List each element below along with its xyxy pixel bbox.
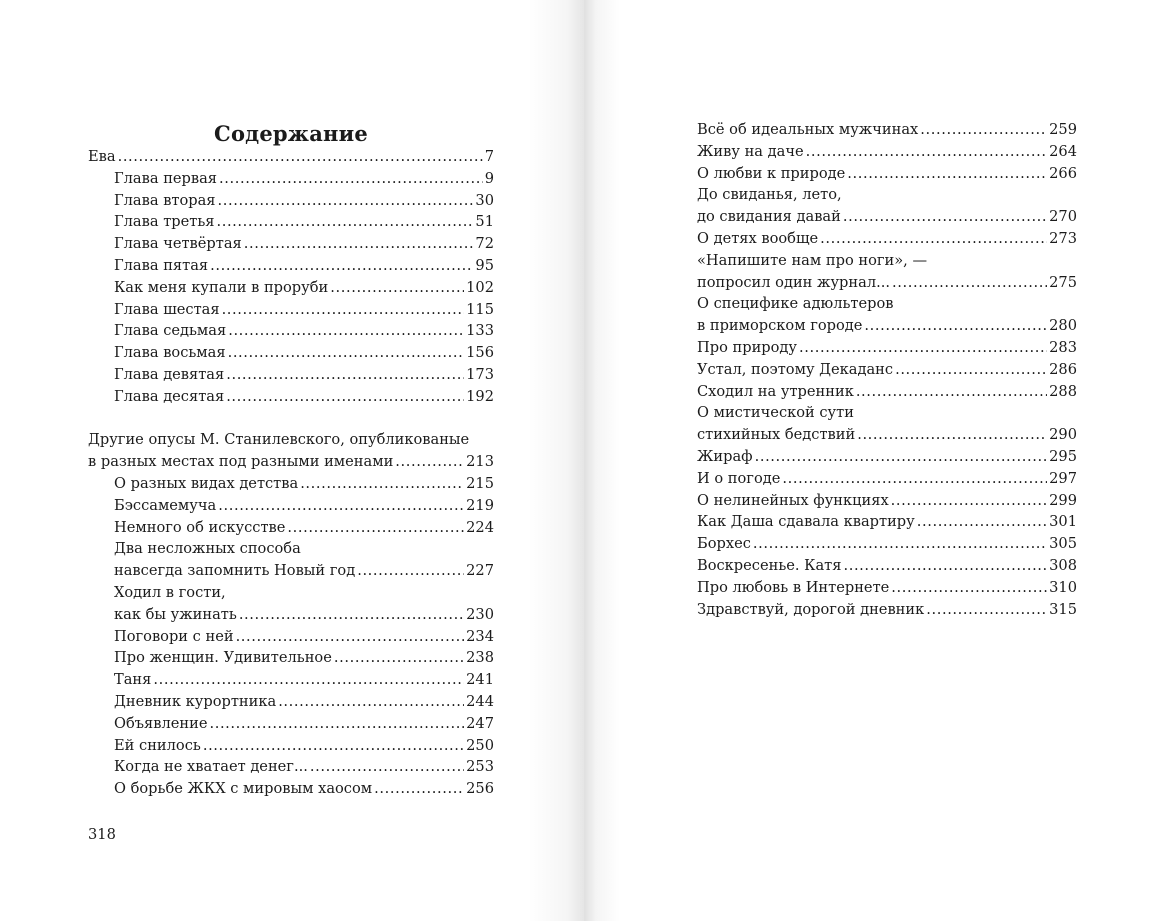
toc-entry[interactable] xyxy=(88,669,494,691)
gutter-shadow-right xyxy=(584,0,620,921)
toc-entry-page: 266 xyxy=(1049,164,1077,182)
toc-entry-page: 275 xyxy=(1049,273,1077,291)
toc-entry-page: 192 xyxy=(466,387,494,405)
toc-dot-leader xyxy=(218,495,464,517)
toc-entry-title: Глава третья xyxy=(114,213,215,231)
toc-entry-title: Другие опусы М. Станилевского, опубликованые xyxy=(88,431,470,449)
toc-dot-leader xyxy=(864,315,1047,337)
toc-entry-page: 227 xyxy=(466,562,494,580)
toc-entry-title: Глава пятая xyxy=(114,256,209,274)
toc-entry[interactable] xyxy=(88,473,494,495)
toc-entry[interactable] xyxy=(88,342,494,364)
toc-entry-title: Бэссамемуча xyxy=(114,496,217,514)
toc-entry-page: 305 xyxy=(1049,535,1077,553)
toc-entry-title: Про любовь в Интернете xyxy=(697,578,890,596)
toc-dot-leader xyxy=(843,206,1047,228)
toc-entry[interactable] xyxy=(697,184,1077,206)
contents-heading: Содержание xyxy=(214,121,368,146)
toc-entry-page: 286 xyxy=(1049,360,1077,378)
toc-dot-leader xyxy=(218,190,474,212)
toc-dot-leader xyxy=(917,511,1047,533)
toc-dot-leader xyxy=(891,577,1047,599)
toc-entry-title: Глава четвёртая xyxy=(114,235,242,253)
toc-entry-title: Два несложных способа xyxy=(114,540,301,558)
toc-entry-title: в разных местах под разными именами xyxy=(88,453,394,471)
toc-entry-page: 301 xyxy=(1049,513,1077,531)
toc-entry[interactable] xyxy=(88,713,494,735)
toc-entry-page: 133 xyxy=(466,322,494,340)
toc-entry-page: 247 xyxy=(466,714,494,732)
toc-dot-leader xyxy=(228,342,465,364)
toc-entry[interactable] xyxy=(88,211,494,233)
toc-entry[interactable] xyxy=(88,233,494,255)
toc-entry-title: Жираф xyxy=(697,447,753,465)
toc-dot-leader xyxy=(330,277,464,299)
toc-entry-title: Немного об искусстве xyxy=(114,518,286,536)
toc-entry-title: Как меня купали в проруби xyxy=(114,278,329,296)
toc-entry-title: Глава первая xyxy=(114,169,218,187)
toc-dot-leader xyxy=(806,141,1048,163)
toc-entry[interactable] xyxy=(88,168,494,190)
toc-dot-leader xyxy=(226,364,464,386)
toc-spacer xyxy=(88,408,494,430)
toc-entry-title: Глава десятая xyxy=(114,387,225,405)
toc-entry[interactable] xyxy=(697,446,1077,468)
toc-entry-title: стихийных бедствий xyxy=(697,426,856,444)
toc-entry-title: О разных видах детства xyxy=(114,474,299,492)
toc-entry-title: До свиданья, лето, xyxy=(697,186,842,204)
toc-entry-title: Как Даша сдавала квартиру xyxy=(697,513,915,531)
toc-entry-title: Дневник курортника xyxy=(114,692,277,710)
toc-entry-page: 288 xyxy=(1049,382,1077,400)
toc-entry[interactable] xyxy=(88,320,494,342)
toc-entry-page: 213 xyxy=(466,453,494,471)
toc-dot-leader xyxy=(310,756,464,778)
toc-dot-leader xyxy=(926,599,1047,621)
toc-left-column xyxy=(88,146,494,800)
toc-entry[interactable] xyxy=(697,119,1077,141)
toc-dot-leader xyxy=(755,446,1048,468)
toc-entry-page: 230 xyxy=(466,605,494,623)
toc-entry[interactable] xyxy=(697,468,1077,490)
toc-entry-title: Здравствуй, дорогой дневник xyxy=(697,600,925,618)
toc-entry-title: Глава восьмая xyxy=(114,344,226,362)
toc-entry[interactable] xyxy=(88,517,494,539)
toc-dot-leader xyxy=(820,228,1047,250)
toc-entry-page: 308 xyxy=(1049,556,1077,574)
toc-entry[interactable] xyxy=(697,337,1077,359)
toc-dot-leader xyxy=(753,533,1047,555)
toc-entry-title: Поговори с ней xyxy=(114,627,234,645)
toc-entry[interactable] xyxy=(88,146,494,168)
toc-entry-page: 283 xyxy=(1049,338,1077,356)
toc-entry-page: 224 xyxy=(466,518,494,536)
toc-entry-title: Когда не хватает денег... xyxy=(114,758,308,776)
toc-entry-title: Сходил на утренник xyxy=(697,382,854,400)
toc-entry-page: 253 xyxy=(466,758,494,776)
toc-dot-leader xyxy=(236,626,465,648)
toc-entry-page: 297 xyxy=(1049,469,1077,487)
toc-entry[interactable] xyxy=(697,163,1077,185)
toc-dot-leader xyxy=(244,233,474,255)
toc-entry[interactable] xyxy=(697,511,1077,533)
toc-entry-title: О специфике адюльтеров xyxy=(697,295,894,313)
toc-dot-leader xyxy=(891,490,1047,512)
toc-entry[interactable] xyxy=(697,141,1077,163)
toc-entry[interactable] xyxy=(88,364,494,386)
toc-entry[interactable] xyxy=(88,255,494,277)
toc-entry[interactable] xyxy=(697,359,1077,381)
toc-entry[interactable] xyxy=(697,490,1077,512)
toc-entry[interactable] xyxy=(88,560,494,582)
toc-dot-leader xyxy=(856,381,1047,403)
toc-dot-leader xyxy=(782,468,1047,490)
toc-dot-leader xyxy=(278,691,464,713)
toc-entry-title: в приморском городе xyxy=(697,317,863,335)
toc-entry-title: Таня xyxy=(114,671,152,689)
toc-dot-leader xyxy=(210,255,473,277)
toc-entry-page: 51 xyxy=(475,213,494,231)
toc-entry-title: Живу на даче xyxy=(697,142,804,160)
toc-entry-title: Ходил в гости, xyxy=(114,583,226,601)
gutter-shadow-left xyxy=(528,0,584,921)
toc-entry-page: 244 xyxy=(466,692,494,710)
toc-entry[interactable] xyxy=(88,190,494,212)
toc-entry[interactable] xyxy=(697,555,1077,577)
toc-entry-title: О детях вообще xyxy=(697,229,819,247)
toc-entry-title: Ей снилось xyxy=(114,736,201,754)
toc-entry[interactable] xyxy=(88,604,494,626)
toc-dot-leader xyxy=(209,713,464,735)
toc-dot-leader xyxy=(799,337,1047,359)
toc-entry-title: Устал, поэтому Декаданс xyxy=(697,360,894,378)
toc-entry-page: 9 xyxy=(484,169,494,187)
toc-dot-leader xyxy=(843,555,1047,577)
toc-dot-leader xyxy=(228,320,464,342)
toc-entry[interactable] xyxy=(88,756,494,778)
toc-dot-leader xyxy=(395,451,464,473)
toc-entry[interactable] xyxy=(88,626,494,648)
toc-entry[interactable] xyxy=(88,386,494,408)
toc-entry-page: 250 xyxy=(466,736,494,754)
toc-entry-page: 273 xyxy=(1049,229,1077,247)
toc-entry[interactable] xyxy=(88,451,494,473)
toc-entry-page: 264 xyxy=(1049,142,1077,160)
toc-dot-leader xyxy=(222,299,465,321)
toc-entry-page: 290 xyxy=(1049,426,1077,444)
toc-entry-title: Воскресенье. Катя xyxy=(697,556,842,574)
toc-dot-leader xyxy=(857,424,1047,446)
toc-entry[interactable] xyxy=(88,429,494,451)
toc-entry[interactable] xyxy=(88,735,494,757)
toc-dot-leader xyxy=(374,778,464,800)
toc-entry[interactable] xyxy=(697,381,1077,403)
toc-entry[interactable] xyxy=(697,424,1077,446)
toc-dot-leader xyxy=(153,669,464,691)
toc-entry-page: 156 xyxy=(466,344,494,362)
toc-entry-page: 7 xyxy=(484,148,494,165)
toc-dot-leader xyxy=(239,604,464,626)
toc-entry-page: 310 xyxy=(1049,578,1077,596)
toc-entry[interactable] xyxy=(697,315,1077,337)
toc-entry[interactable] xyxy=(697,599,1077,621)
toc-dot-leader xyxy=(357,560,464,582)
toc-entry[interactable] xyxy=(697,577,1077,599)
toc-entry-page: 280 xyxy=(1049,317,1077,335)
toc-entry-page: 215 xyxy=(466,474,494,492)
toc-entry-title: Борхес xyxy=(697,535,751,553)
toc-entry-page: 30 xyxy=(475,191,494,209)
toc-dot-leader xyxy=(895,359,1047,381)
toc-dot-leader xyxy=(892,272,1047,294)
toc-entry-page: 234 xyxy=(466,627,494,645)
toc-entry-title: попросил один журнал... xyxy=(697,273,891,291)
toc-entry-page: 270 xyxy=(1049,208,1077,226)
toc-entry[interactable] xyxy=(697,250,1077,272)
toc-entry[interactable] xyxy=(697,293,1077,315)
toc-entry-page: 241 xyxy=(466,671,494,689)
toc-entry-page: 299 xyxy=(1049,491,1077,509)
toc-entry-title: И о погоде xyxy=(697,469,781,487)
toc-dot-leader xyxy=(203,735,464,757)
toc-entry-title: до свидания давай xyxy=(697,208,841,226)
toc-dot-leader xyxy=(300,473,464,495)
toc-entry-page: 102 xyxy=(466,278,494,296)
toc-entry-page: 219 xyxy=(466,496,494,514)
toc-entry-title: Глава вторая xyxy=(114,191,216,209)
toc-entry[interactable] xyxy=(88,778,494,800)
toc-entry-title: как бы ужинать xyxy=(114,605,237,623)
toc-entry-page: 295 xyxy=(1049,447,1077,465)
toc-entry-page: 259 xyxy=(1049,121,1077,138)
toc-entry-title: О мистической сути xyxy=(697,404,854,422)
toc-entry[interactable] xyxy=(88,691,494,713)
toc-entry[interactable] xyxy=(88,299,494,321)
toc-entry[interactable] xyxy=(88,538,494,560)
toc-entry-title: Про природу xyxy=(697,338,797,356)
toc-entry-page: 115 xyxy=(466,300,494,318)
toc-entry-page: 256 xyxy=(466,780,494,798)
toc-entry-title: Глава шестая xyxy=(114,300,220,318)
toc-entry[interactable] xyxy=(697,228,1077,250)
toc-entry-title: О борьбе ЖКХ с мировым хаосом xyxy=(114,780,373,798)
toc-entry-page: 238 xyxy=(466,649,494,667)
toc-entry-title: Объявление xyxy=(114,714,208,732)
toc-entry[interactable] xyxy=(88,277,494,299)
toc-entry-page: 95 xyxy=(475,256,494,274)
toc-dot-leader xyxy=(219,168,483,190)
toc-entry[interactable] xyxy=(88,582,494,604)
toc-entry-title: О нелинейных функциях xyxy=(697,491,889,509)
toc-dot-leader xyxy=(216,211,473,233)
toc-entry-title: Всё об идеальных мужчинах xyxy=(697,121,919,138)
toc-entry[interactable] xyxy=(697,206,1077,228)
toc-entry[interactable] xyxy=(697,272,1077,294)
toc-entry-title: О любви к природе xyxy=(697,164,846,182)
toc-entry-title: Ева xyxy=(88,148,116,165)
toc-dot-leader xyxy=(118,146,483,168)
toc-entry-page: 315 xyxy=(1049,600,1077,618)
toc-entry[interactable] xyxy=(697,533,1077,555)
toc-right-column xyxy=(697,119,1077,620)
toc-entry-title: Глава девятая xyxy=(114,365,225,383)
toc-dot-leader xyxy=(334,647,464,669)
page-number: 318 xyxy=(88,826,116,843)
toc-entry-title: «Напишите нам про ноги», — xyxy=(697,251,928,269)
toc-entry-page: 72 xyxy=(475,235,494,253)
toc-entry-page: 173 xyxy=(466,365,494,383)
toc-entry[interactable] xyxy=(88,495,494,517)
toc-entry-title: навсегда запомнить Новый год xyxy=(114,562,356,580)
toc-dot-leader xyxy=(920,119,1047,141)
toc-entry[interactable] xyxy=(88,647,494,669)
toc-dot-leader xyxy=(226,386,464,408)
toc-dot-leader xyxy=(847,163,1047,185)
toc-entry-title: Про женщин. Удивительное xyxy=(114,649,332,667)
toc-entry-title: Глава седьмая xyxy=(114,322,227,340)
toc-entry[interactable] xyxy=(697,402,1077,424)
toc-dot-leader xyxy=(287,517,464,539)
